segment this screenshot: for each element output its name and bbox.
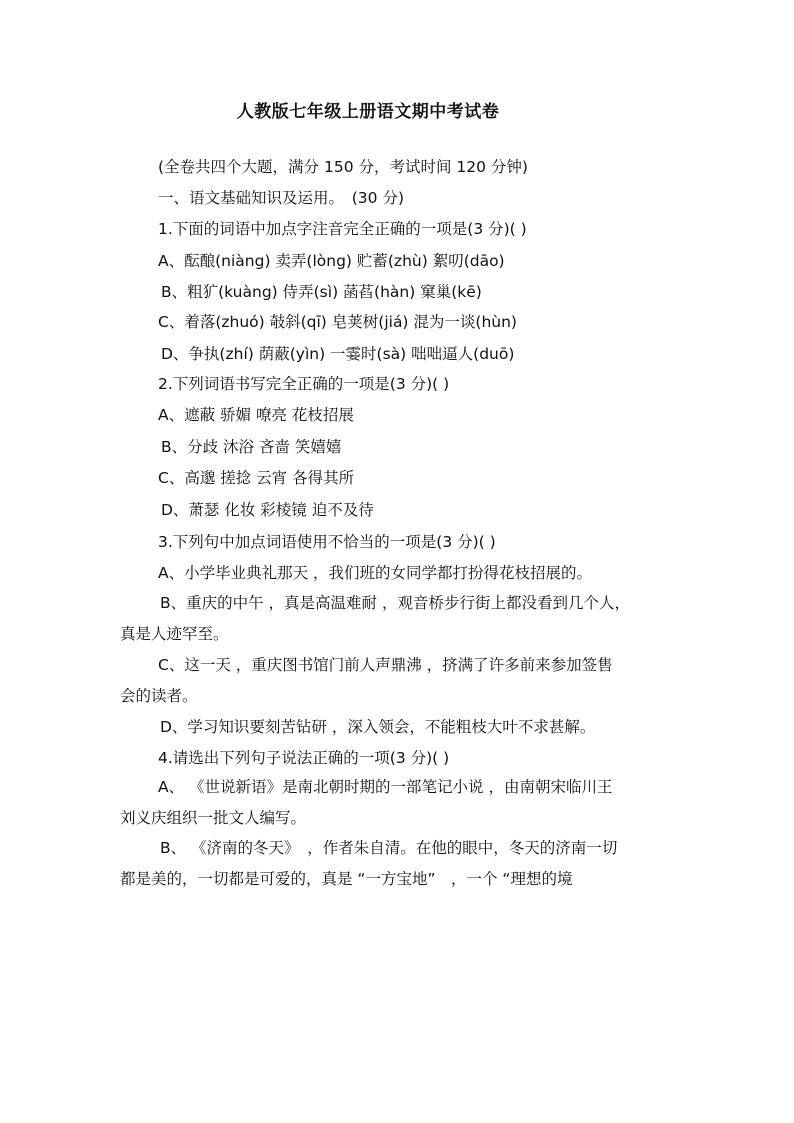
- question-1: 1.下面的词语中加点字注音完全正确的一项是(3 分)( ): [158, 220, 527, 238]
- q3-option-b-cont: 真是人迹罕至。: [120, 625, 229, 643]
- q3-option-c: C、这一天 ，重庆图书馆门前人声鼎沸 ，挤满了许多前来参加签售: [158, 656, 613, 674]
- q4-option-b: B、 《济南的冬天》 ，作者朱自清。在他的眼中，冬天的济南一切: [160, 839, 618, 857]
- q3-option-b: B、重庆的中午 ，真是高温难耐 ，观音桥步行街上都没看到几个人，: [160, 594, 630, 612]
- q4-option-b-cont: 都是美的，一切都是可爱的，真是 “一方宝地” ，一个 “理想的境: [120, 870, 573, 888]
- q2-option-a: A、遮蔽 骄媚 嘹亮 花枝招展: [158, 406, 354, 424]
- q2-option-d: D、萧瑟 化妆 彩棱镜 迫不及待: [161, 501, 374, 519]
- q2-option-b: B、分歧 沐浴 吝啬 笑嬉嬉: [161, 438, 342, 456]
- q1-option-c: C、着落(zhuó) 攲斜(qī) 皂荚树(jiá) 混为一谈(hùn): [158, 313, 517, 331]
- q3-option-c-cont: 会的读者。: [120, 687, 198, 705]
- q3-option-d: D、学习知识要刻苦钻研 ，深入领会，不能粗枝大叶不求甚解。: [160, 718, 596, 736]
- q3-option-a: A、小学毕业典礼那天 ，我们班的女同学都打扮得花枝招展的。: [158, 564, 593, 582]
- question-3: 3.下列句中加点词语使用不恰当的一项是(3 分)( ): [158, 533, 496, 551]
- q1-option-d: D、争执(zhí) 荫蔽(yìn) 一霎时(sà) 咄咄逼人(duō): [161, 345, 515, 363]
- exam-title: 人教版七年级上册语文期中考试卷: [236, 102, 500, 122]
- question-2: 2.下列词语书写完全正确的一项是(3 分)( ): [158, 375, 450, 393]
- q4-option-a-cont: 刘义庆组织一批文人编写。: [120, 809, 307, 827]
- question-4: 4.请选出下列句子说法正确的一项(3 分)( ): [158, 749, 450, 767]
- exam-info: (全卷共四个大题，满分 150 分，考试时间 120 分钟): [158, 158, 528, 176]
- q1-option-b: B、粗犷(kuàng) 侍弄(sì) 菡萏(hàn) 窠巢(kē): [161, 283, 482, 301]
- q2-option-c: C、高邈 搓捻 云宵 各得其所: [158, 469, 355, 487]
- q1-option-a: A、酝酿(niàng) 卖弄(lòng) 贮蓄(zhù) 絮叨(dāo): [158, 252, 505, 270]
- q4-option-a: A、 《世说新语》是南北朝时期的一部笔记小说 ，由南朝宋临川王: [158, 778, 613, 796]
- section-heading: 一、语文基础知识及运用。 (30 分): [158, 189, 404, 207]
